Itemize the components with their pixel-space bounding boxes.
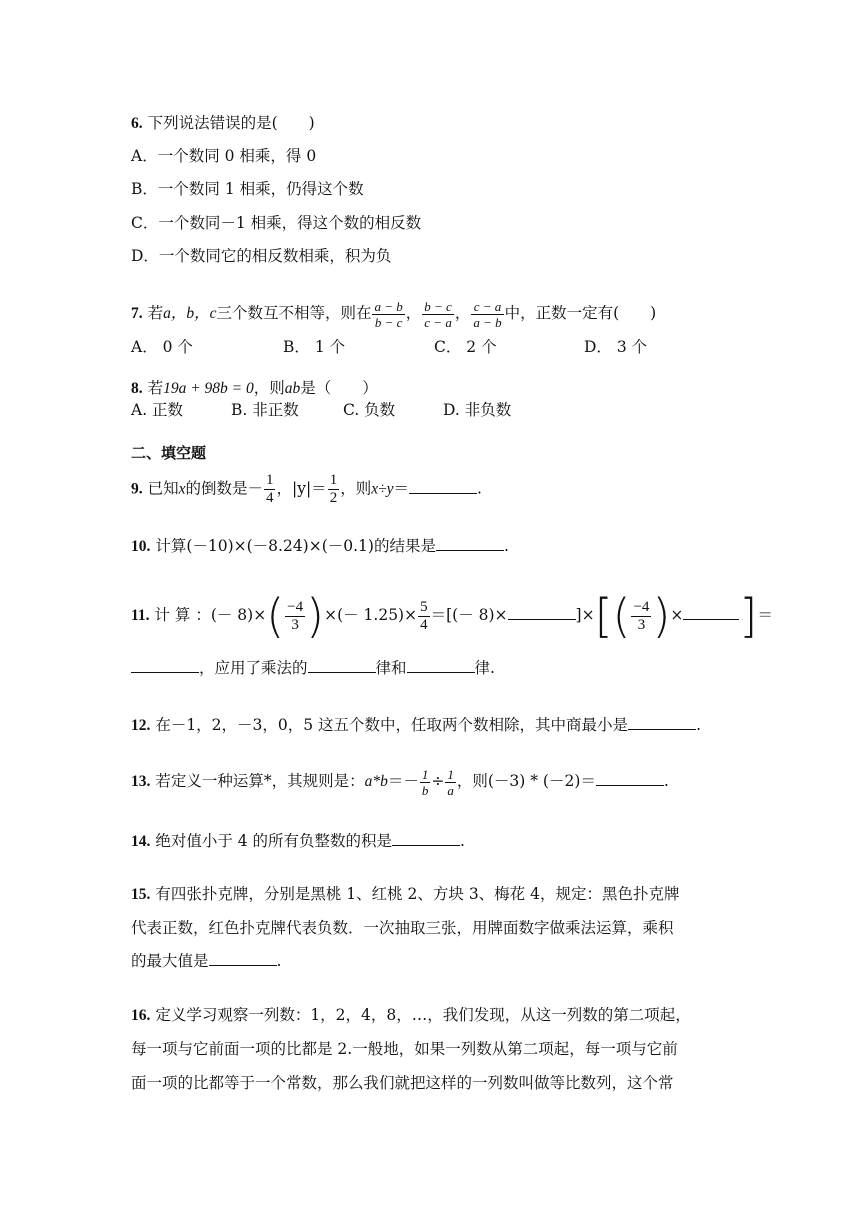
answer-blank[interactable] xyxy=(407,658,475,673)
section-heading: 二、填空题 xyxy=(131,444,207,462)
numerator: 1 xyxy=(329,472,338,488)
fraction xyxy=(328,472,340,507)
left-bracket: [ xyxy=(594,589,613,643)
question-text: 在－1，2，－3，0，5 这五个数中，任取两个数相除，其中商最小是 xyxy=(155,716,629,734)
question-text: 下列说法错误的是( ) xyxy=(147,114,315,132)
denominator: c − a xyxy=(424,314,452,330)
fraction xyxy=(264,472,276,507)
answer-blank[interactable] xyxy=(209,951,277,966)
question-text: 已知 xyxy=(147,479,179,498)
option-b: B． 1 个 xyxy=(283,338,346,356)
variable-ab: ab xyxy=(284,380,301,397)
question-12 xyxy=(131,714,701,737)
question-text: . xyxy=(503,537,509,555)
question-text: 中，正数一定有( ) xyxy=(504,304,657,322)
question-text: 若 xyxy=(147,379,164,397)
fraction xyxy=(372,299,404,330)
question-6-option-d: D．一个数同它的相反数相乘，积为负 xyxy=(131,247,392,265)
option-c: C. 负数 xyxy=(343,401,396,419)
numerator: a − b xyxy=(374,298,403,314)
question-text: 计算(－10)×(－8.24)×(－0.1)的结果是 xyxy=(155,537,436,555)
question-6-stem xyxy=(131,112,315,135)
question-11-line-2 xyxy=(131,657,495,679)
question-text: ，则(－3) * (－2)＝ xyxy=(456,772,596,790)
question-text: 律. xyxy=(474,659,495,677)
answer-blank[interactable] xyxy=(409,479,477,494)
question-text: ，则 xyxy=(340,479,372,498)
question-number: 10. xyxy=(131,538,151,555)
denominator: 3 xyxy=(637,616,646,633)
option-d: D. 非负数 xyxy=(443,401,512,419)
question-text: . xyxy=(663,772,669,790)
question-text: . xyxy=(696,716,701,734)
question-text: 若定义一种运算*，其规则是： xyxy=(155,772,365,790)
question-9 xyxy=(131,472,482,507)
fraction xyxy=(420,767,431,798)
question-15-line-1 xyxy=(131,883,679,906)
option-c: C． 2 个 xyxy=(434,338,497,356)
variable-x: x xyxy=(178,480,186,498)
right-paren: ) xyxy=(652,589,671,643)
question-text: 的倒数是－ xyxy=(185,479,263,498)
question-number: 9. xyxy=(131,480,143,498)
question-text: × xyxy=(670,606,684,624)
question-13 xyxy=(131,763,669,800)
question-text: ，|y|＝ xyxy=(276,479,327,498)
question-text: . xyxy=(276,952,282,970)
fraction xyxy=(631,599,651,634)
answer-blank[interactable] xyxy=(628,715,696,730)
question-6-option-b: B．一个数同 1 相乘，仍得这个数 xyxy=(131,180,364,198)
equation: 19a + 98b = 0 xyxy=(163,380,254,397)
question-16-line-1 xyxy=(131,1004,691,1027)
option-a: A． 0 个 xyxy=(131,338,193,356)
answer-blank[interactable] xyxy=(508,605,576,620)
answer-blank[interactable] xyxy=(436,536,504,551)
question-text: ，则 xyxy=(253,379,285,397)
question-text: ]× xyxy=(575,606,595,624)
denominator: 4 xyxy=(265,490,274,506)
denominator: 2 xyxy=(329,490,338,506)
question-text: 三个数互不相等，则在 xyxy=(216,304,372,322)
option-a: A. 正数 xyxy=(131,401,184,419)
question-text: 计 算 ：(－ 8)× xyxy=(154,606,267,624)
divide-sign: ÷ xyxy=(431,772,445,790)
numerator: 1 xyxy=(421,766,429,782)
answer-blank[interactable] xyxy=(131,658,199,673)
question-number: 7. xyxy=(131,305,143,322)
numerator: −4 xyxy=(633,598,650,615)
denominator: 3 xyxy=(291,616,299,633)
question-8-options xyxy=(131,399,511,421)
question-15-line-3 xyxy=(131,950,281,972)
numerator: 1 xyxy=(265,472,274,488)
denominator: b − c xyxy=(374,314,403,330)
answer-blank[interactable] xyxy=(596,771,664,786)
option-d: D． 3 个 xyxy=(584,338,648,356)
fraction xyxy=(445,767,456,798)
question-text: ＝[(－ 8)× xyxy=(430,606,508,624)
question-text: 是（ ） xyxy=(300,379,378,397)
question-16-line-2: 每一项与它前面一项的比都是 2.一般地，如果一列数从第二项起，每一项与它前 xyxy=(131,1040,678,1058)
question-text: ＝ xyxy=(757,606,773,624)
question-text: 律和 xyxy=(375,659,407,677)
question-16-line-3: 面一项的比都等于一个常数，那么我们就把这样的一列数叫做等比数列，这个常 xyxy=(131,1074,674,1092)
question-number: 8. xyxy=(131,380,143,397)
fraction xyxy=(418,599,430,634)
question-6-option-c: C．一个数同－1 相乘，得这个数的相反数 xyxy=(131,214,422,232)
right-bracket: ] xyxy=(739,589,758,643)
question-15-line-2: 代表正数，红色扑克牌代表负数．一次抽取三张，用牌面数字做乘法运算，乘积 xyxy=(131,919,674,937)
question-number: 14. xyxy=(131,833,151,850)
numerator: 5 xyxy=(420,598,428,615)
question-7-options xyxy=(131,336,647,358)
fraction xyxy=(471,299,503,330)
question-number: 15. xyxy=(131,886,151,903)
question-number: 13. xyxy=(131,773,151,790)
question-text: 若 xyxy=(147,304,164,322)
question-text: ×(－ 1.25)× xyxy=(324,606,418,624)
question-text: 定义学习观察一列数：1，2，4，8，…，我们发现，从这一列数的第二项起， xyxy=(155,1006,691,1024)
numerator: b − c xyxy=(424,298,452,314)
denominator: a − b xyxy=(473,314,502,330)
numerator: −4 xyxy=(287,598,304,615)
question-number: 6. xyxy=(131,115,143,132)
question-text: 有四张扑克牌，分别是黑桃 1、红桃 2、方块 3、梅花 4，规定：黑色扑克牌 xyxy=(155,885,680,903)
answer-blank[interactable] xyxy=(308,658,376,673)
question-number: 12. xyxy=(131,717,151,734)
fraction xyxy=(422,299,454,330)
variables: a，b，c xyxy=(163,305,217,322)
numerator: 1 xyxy=(447,766,454,782)
question-number: 11. xyxy=(131,607,150,624)
answer-blank[interactable] xyxy=(683,605,739,620)
denominator: 4 xyxy=(420,616,428,633)
question-text: . xyxy=(460,832,465,850)
right-paren: ) xyxy=(306,589,325,643)
denominator: b xyxy=(421,782,429,798)
option-b: B. 非正数 xyxy=(231,401,299,419)
question-text: 的最大值是 xyxy=(131,952,209,970)
question-10 xyxy=(131,535,509,558)
question-text: ，应用了乘法的 xyxy=(199,659,308,677)
answer-blank[interactable] xyxy=(392,831,460,846)
expression: a*b xyxy=(364,773,388,790)
question-text: ＝ xyxy=(393,479,409,498)
question-number: 16. xyxy=(131,1007,151,1024)
question-text: . xyxy=(477,479,482,498)
question-6-option-a: A．一个数同 0 相乘，得 0 xyxy=(131,147,317,165)
left-paren: ( xyxy=(612,589,631,643)
fraction xyxy=(285,599,305,634)
question-11-line-1 xyxy=(131,590,773,641)
question-text: ＝－ xyxy=(387,772,419,790)
numerator: c − a xyxy=(471,299,503,315)
left-paren: ( xyxy=(266,589,285,643)
question-14 xyxy=(131,830,465,853)
expression: x÷y xyxy=(371,480,394,498)
denominator: a xyxy=(447,782,454,798)
question-text: 绝对值小于 4 的所有负整数的积是 xyxy=(155,832,393,850)
question-7-stem: 7. 若a，b，c三个数互不相等，则在 $\frac{a - b}{b - c}$ ， $\frac{b - c}{c - a}$ ， $\frac{c - a}{a - b}$ 中，正数一定有( ) xyxy=(131,298,657,330)
question-8-stem xyxy=(131,377,378,400)
